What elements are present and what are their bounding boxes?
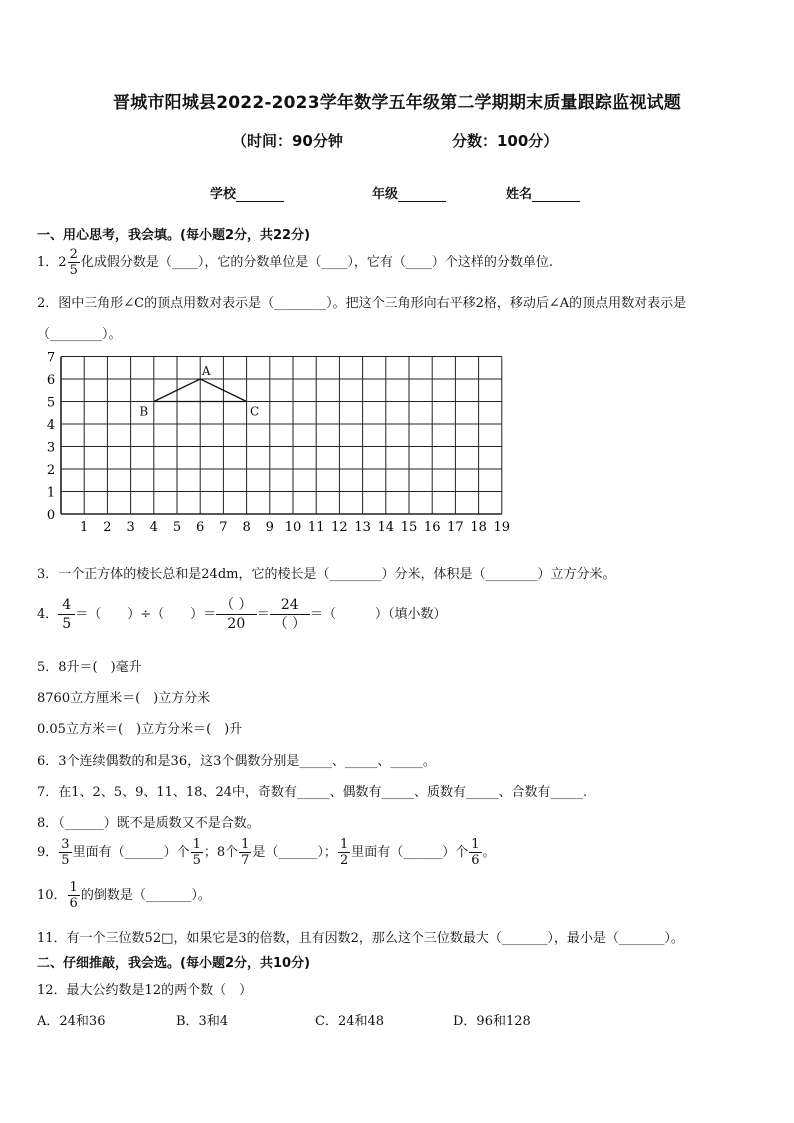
question-9	[37, 837, 496, 868]
q9-b-num: 1	[192, 837, 201, 852]
x-tick-label: 5	[172, 520, 182, 535]
x-tick-label: 1	[80, 520, 89, 535]
q1-fraction	[68, 247, 80, 278]
x-tick-label: 4	[149, 520, 158, 535]
q9-text-5: 。	[482, 845, 496, 860]
y-tick-label: 1	[46, 485, 56, 501]
x-tick-label: 17	[447, 520, 464, 535]
section-1-heading: 一、用心思考，我会填。(每小题2分，共22分)	[37, 228, 311, 243]
x-tick-label: 16	[423, 520, 441, 535]
q1-frac-num: 2	[69, 247, 78, 262]
name-label: 姓名	[506, 187, 533, 202]
q4-middle: ＝（ ）÷（ ）＝	[75, 607, 217, 622]
y-tick-label: 5	[46, 395, 56, 411]
q9-e-den: 6	[471, 853, 480, 868]
y-tick-label: 2	[46, 463, 56, 478]
question-5-line2: 8760立方厘米＝( )立方分米	[37, 691, 211, 706]
q9-c-num: 1	[241, 837, 250, 852]
school-label: 学校	[210, 187, 237, 202]
x-tick-label: 7	[219, 520, 228, 535]
q12-option-a[interactable]: A．24和36	[37, 1014, 106, 1029]
q4-f3-den: （ ）	[273, 616, 307, 632]
q10-number: 10．	[37, 888, 67, 903]
question-2-line2: （________）。	[37, 327, 122, 342]
q4-f1-num: 4	[58, 596, 75, 615]
school-field[interactable]	[210, 183, 284, 202]
q9-frac-e	[469, 837, 481, 868]
q12-option-c[interactable]: C．24和48	[315, 1014, 385, 1029]
q12-option-d[interactable]: D．96和128	[453, 1014, 531, 1029]
q10-f-den: 6	[69, 896, 78, 911]
q9-frac-d	[338, 837, 350, 868]
question-10	[37, 880, 211, 911]
x-tick-label: 3	[126, 520, 135, 535]
question-4	[37, 596, 447, 633]
q9-frac-b	[191, 837, 203, 868]
q4-equals: ＝	[256, 607, 270, 622]
x-tick-label: 18	[470, 520, 487, 535]
x-tick-label: 15	[400, 520, 418, 535]
question-6: 6．3个连续偶数的和是36，这3个偶数分别是_____、_____、_____。	[37, 754, 436, 769]
q4-number: 4．	[37, 607, 59, 622]
y-tick-label: 4	[46, 418, 56, 433]
y-tick-label: 3	[46, 440, 56, 456]
q1-text: 化成假分数是（____），它的分数单位是（____），它有（____）个这样的分数单位.	[80, 255, 553, 270]
q9-d-num: 1	[339, 837, 349, 852]
q9-text-3: 是（______）；	[252, 845, 337, 860]
question-7: 7．在1、2、5、9、11、18、24中，奇数有_____、偶数有_____、质数有_____、合数有_____.	[37, 785, 588, 800]
question-2-line1: 2．图中三角形∠C的顶点用数对表示是（________）。把这个三角形向右平移2格，移动后∠A的顶点用数对表示是	[37, 296, 687, 311]
q9-frac-a	[59, 837, 71, 868]
point-label-a: A	[201, 364, 211, 378]
point-label-b: B	[139, 404, 149, 419]
question-3: 3．一个正方体的棱长总和是24dm，它的棱长是（________）分米，体积是（________）立方分米。	[37, 567, 616, 582]
coordinate-grid	[30, 350, 510, 540]
q9-d-den: 2	[339, 853, 349, 868]
x-tick-label: 11	[307, 520, 325, 535]
question-5-line3: 0.05立方米＝( )立方分米＝( )升	[37, 722, 243, 737]
q9-text-2: ；8个	[203, 845, 239, 860]
q4-f2-num: （ ）	[216, 596, 256, 615]
q4-f1-den: 5	[62, 616, 72, 632]
q10-f-num: 1	[69, 880, 78, 895]
q4-f2-den: 20	[227, 616, 246, 632]
x-tick-label: 14	[377, 520, 395, 535]
grade-field[interactable]	[372, 183, 446, 202]
q9-a-num: 3	[61, 837, 70, 852]
q4-f3-num: 24	[270, 596, 310, 615]
question-5-line1: 5．8升＝( )毫升	[37, 660, 142, 675]
q9-e-num: 1	[471, 837, 480, 852]
question-8: 8．（______）既不是质数又不是合数。	[37, 816, 260, 831]
y-axis-ticks	[47, 351, 55, 524]
y-tick-label: 0	[46, 508, 56, 523]
x-tick-label: 19	[493, 520, 510, 535]
y-tick-label: 7	[46, 350, 56, 366]
q9-c-den: 7	[241, 853, 250, 868]
question-1	[37, 247, 553, 278]
q9-b-den: 5	[192, 853, 201, 868]
q1-frac-den: 5	[69, 263, 78, 278]
question-12: 12．最大公约数是12的两个数（ ）	[37, 983, 253, 998]
point-label-c: C	[250, 404, 260, 419]
section-2-heading: 二、仔细推敲，我会选。(每小题2分，共10分)	[37, 956, 311, 971]
x-tick-label: 2	[103, 520, 112, 535]
q9-text-4: 里面有（______）个	[351, 845, 469, 860]
grade-label: 年级	[372, 187, 399, 202]
x-tick-label: 6	[196, 520, 205, 535]
q12-option-b[interactable]: B．3和4	[176, 1014, 229, 1029]
q9-frac-c	[239, 837, 251, 868]
q9-number: 9．	[37, 845, 59, 860]
q1-whole: 2	[58, 255, 67, 270]
page-title: 晋城市阳城县2022-2023学年数学五年级第二学期期末质量跟踪监视试题	[113, 93, 681, 113]
exam-time: （时间：90分钟	[232, 132, 343, 150]
x-tick-label: 10	[284, 520, 302, 535]
q10-fraction	[68, 880, 80, 911]
x-axis-ticks	[80, 520, 510, 535]
y-tick-label: 6	[46, 373, 56, 388]
q9-a-den: 5	[61, 853, 70, 868]
q4-fraction-3	[270, 596, 310, 633]
q4-tail: ＝（ ）（填小数）	[310, 607, 447, 622]
exam-score: 分数：100分）	[452, 132, 559, 150]
x-tick-label: 13	[354, 520, 371, 535]
x-tick-label: 9	[265, 520, 274, 535]
point-labels	[139, 364, 259, 419]
x-tick-label: 8	[242, 520, 251, 535]
x-tick-label: 12	[331, 520, 348, 535]
q10-text: 的倒数是（_______）。	[80, 888, 211, 903]
q9-text-1: 里面有（______）个	[72, 845, 190, 860]
q4-fraction-1	[58, 596, 75, 633]
question-11: 11．有一个三位数52□，如果它是3的倍数，且有因数2，那么这个三位数最大（_______），最小是（_______）。	[37, 931, 684, 946]
q4-fraction-2	[216, 596, 256, 633]
grid-lines	[61, 357, 502, 515]
name-field[interactable]	[506, 183, 580, 202]
q1-number: 1．	[37, 255, 59, 270]
